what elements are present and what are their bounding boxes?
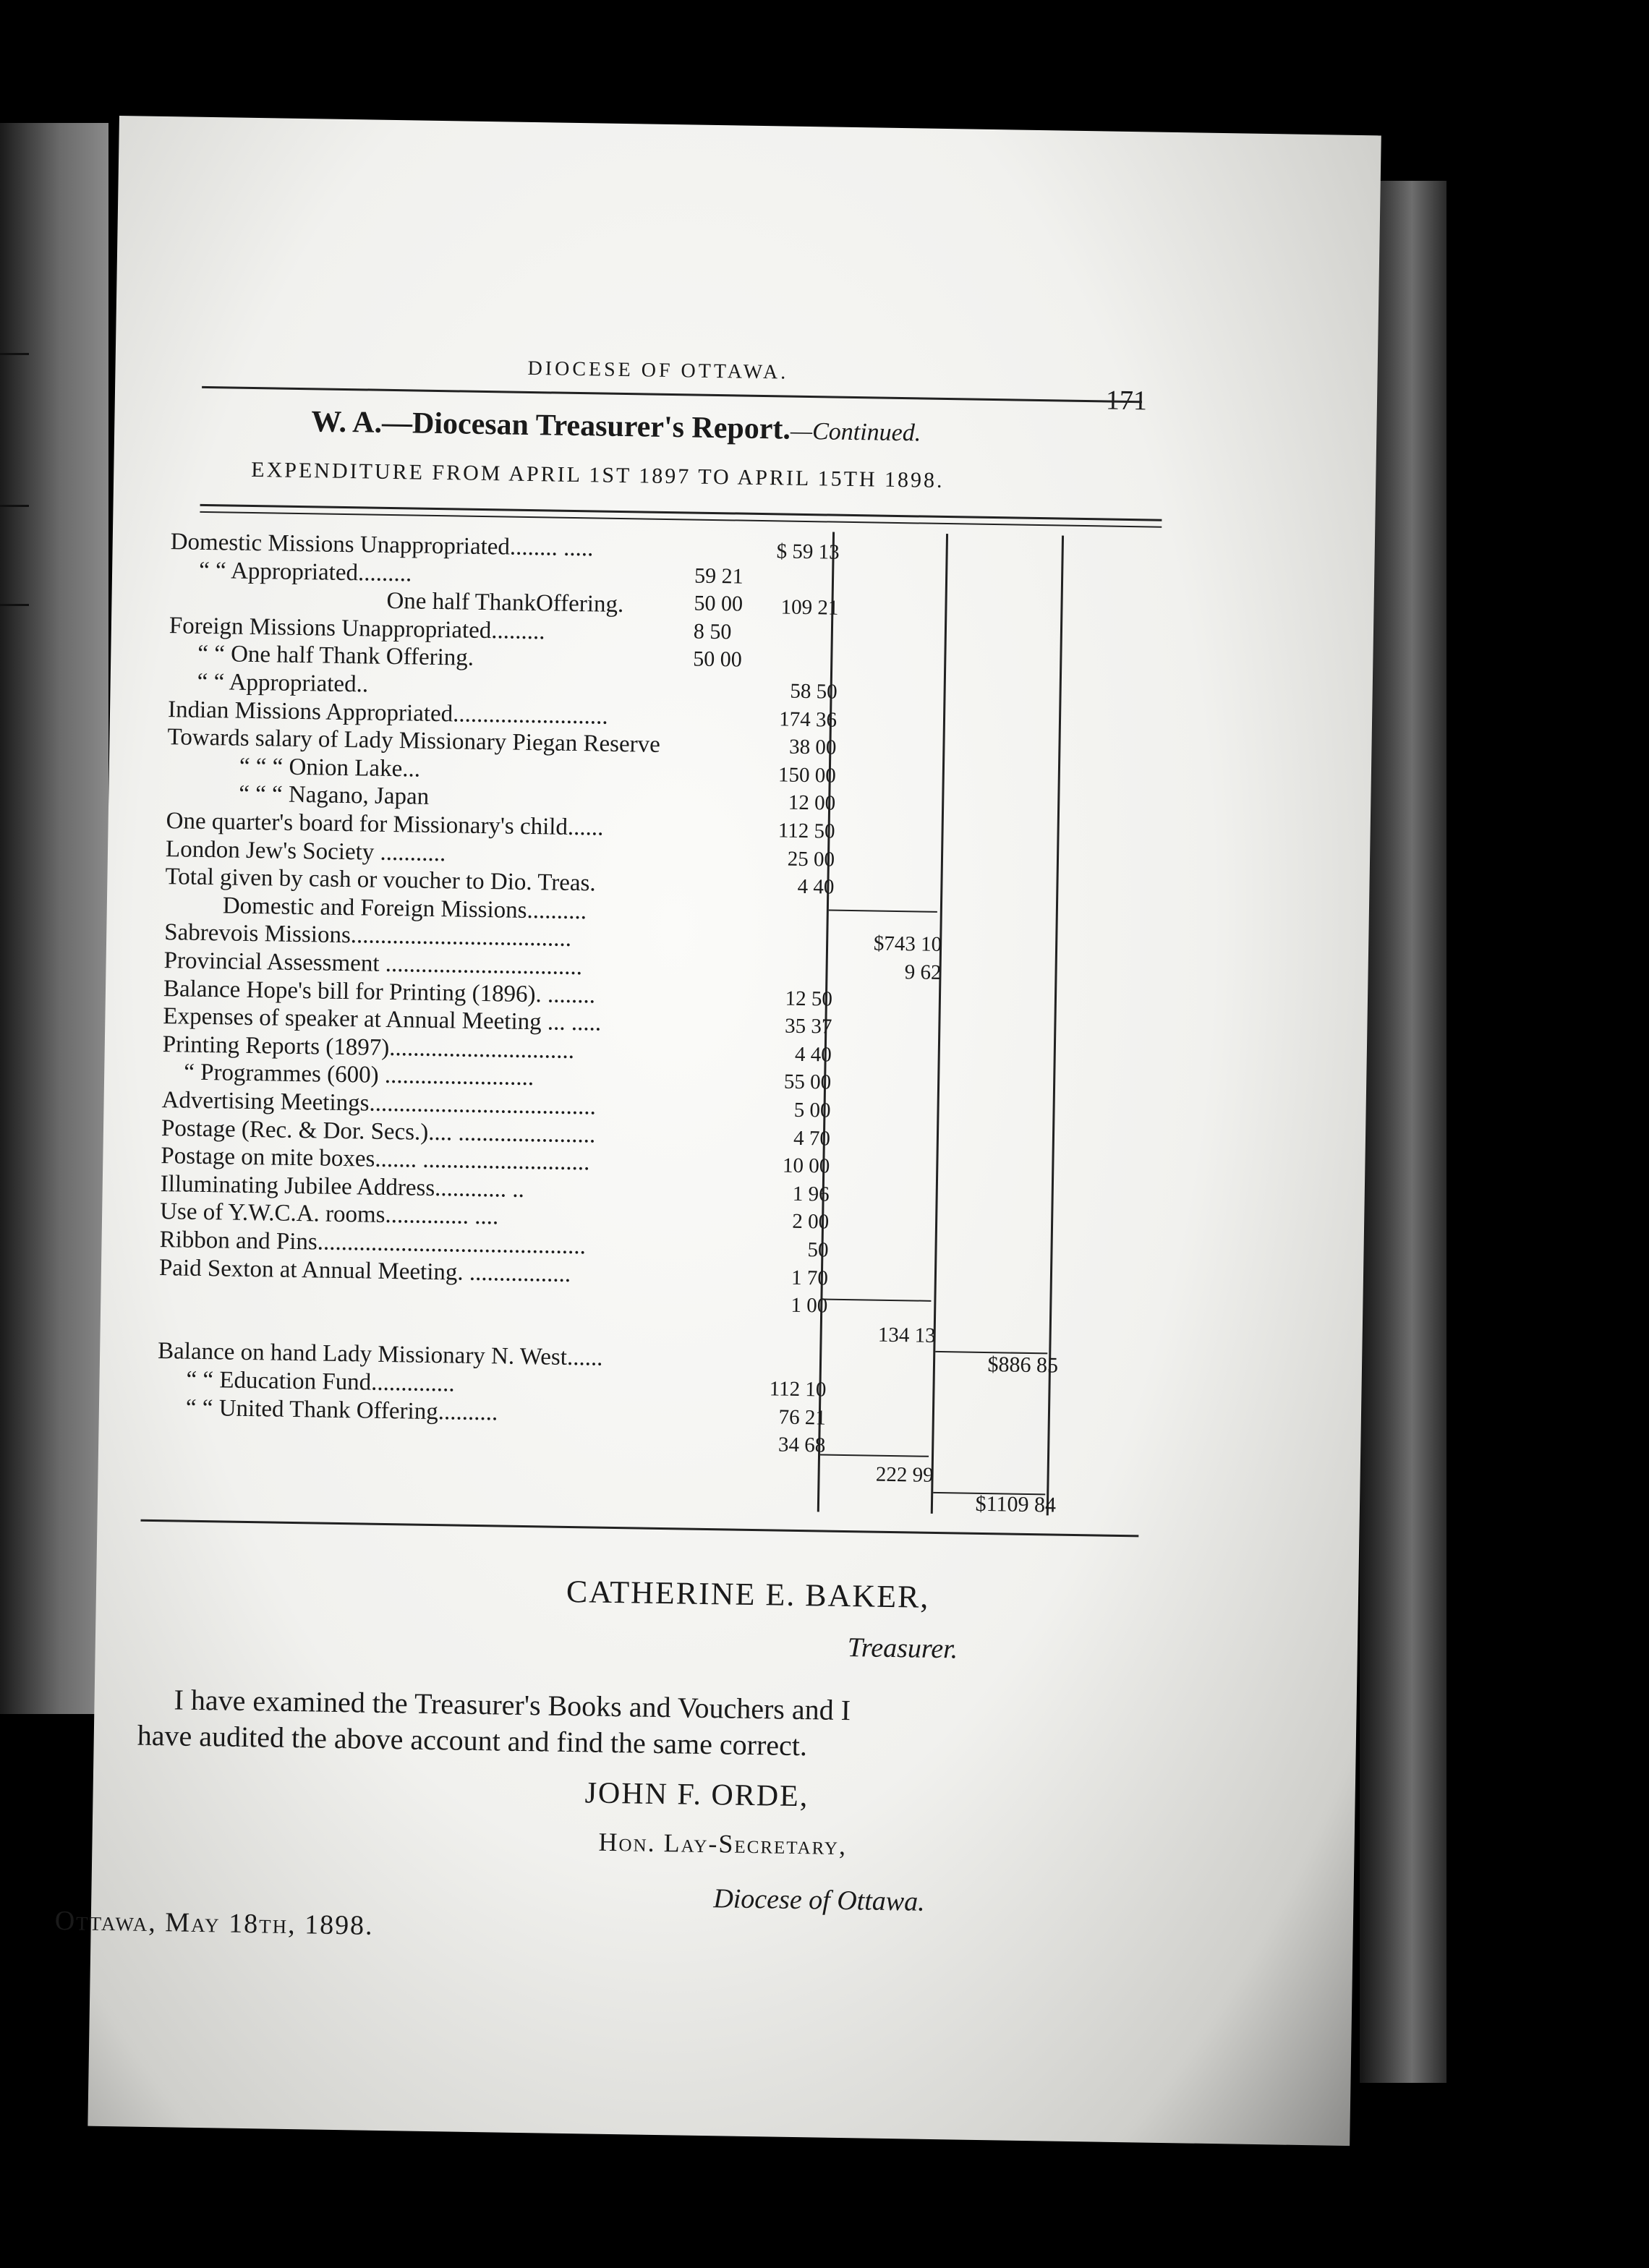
ledger-amount-col1	[743, 930, 833, 932]
audit-statement-line1: I have examined the Treasurer's Books and Vouchers and I	[174, 1683, 851, 1727]
ledger-amount-col3	[958, 878, 1066, 879]
ledger-amount-col2	[852, 681, 946, 682]
ledger-amount-col2	[851, 764, 945, 766]
ledger-amount-col3	[955, 1045, 1063, 1046]
ledger-amount-col1	[735, 1460, 825, 1462]
ledger-item-description: “ Programmes (600) .........................	[183, 1059, 534, 1091]
ledger-item-description: Indian Missions Appropriated..........................	[167, 696, 608, 730]
ledger-item-description: Provincial Assessment .................................	[163, 947, 583, 981]
auditor-diocese: Diocese of Ottawa.	[713, 1883, 926, 1917]
ledger-amount-col1	[737, 1321, 827, 1322]
ledger-amount-col2	[843, 1239, 937, 1240]
report-title-continued: —Continued.	[790, 417, 921, 447]
ledger-amount-col3	[948, 1436, 1057, 1437]
ledger-amount-col1: 2 00	[792, 1210, 830, 1234]
ledger-amount-col1: $ 59 13	[776, 540, 840, 564]
running-head: DIOCESE OF OTTAWA.	[527, 357, 789, 384]
facing-page-rule	[0, 604, 29, 606]
ledger-amount-col2	[843, 1211, 937, 1212]
ledger-amount-col1: 150 00	[777, 763, 837, 788]
ledger-amount-col1: 1 00	[791, 1293, 828, 1318]
ledger-item-description: “ “ Appropriated.........	[198, 557, 412, 587]
ledger-amount-col2	[850, 792, 944, 793]
ledger-item-description: Sabrevois Missions.....................................	[163, 919, 572, 952]
ledger-item-description: One quarter's board for Missionary's child......	[166, 808, 604, 841]
ledger-amount-col3	[950, 1380, 1058, 1381]
ledger-amount-col1: 38 00	[788, 735, 837, 759]
ledger-amount-col2	[850, 820, 944, 822]
ledger-amount-col3	[958, 794, 1067, 796]
ledger-amount-col3	[960, 655, 1069, 656]
ledger-item-description: Ribbon and Pins.............................................	[159, 1227, 587, 1260]
ledger-amount-col3	[956, 961, 1065, 963]
ledger-amount-col3: $886 85	[987, 1352, 1059, 1378]
ledger-amount-col1: 55 00	[783, 1070, 832, 1095]
ledger-item-description: Domestic Missions Unappropriated........ .....	[170, 529, 594, 562]
ledger-amount-col3	[958, 822, 1067, 823]
ledger-amount-col2	[845, 1099, 939, 1101]
ledger-amount-col2	[841, 1350, 935, 1352]
ledger-amount-col1: 76 21	[778, 1405, 827, 1430]
ledger-amount-col3	[951, 1269, 1060, 1270]
ledger-amount-col3	[948, 1464, 1057, 1465]
facing-page-edge	[0, 123, 108, 1714]
ledger-amount-col1: 1 96	[792, 1182, 830, 1206]
table-bottom-rule	[140, 1519, 1138, 1538]
ledger-amount-col1: 174 36	[779, 707, 838, 732]
ledger-amount-col2	[846, 1044, 940, 1045]
ledger-amount-col1: 12 00	[788, 791, 836, 816]
ledger-inner-amount: 8 50	[693, 619, 732, 644]
treasurer-name: CATHERINE E. BAKER,	[566, 1573, 930, 1615]
ledger-amount-col1	[749, 567, 839, 568]
ledger-amount-col3	[951, 1296, 1060, 1297]
ledger-inner-amount: 59 21	[694, 563, 743, 589]
auditor-title: Hon. Lay-Secretary,	[598, 1827, 848, 1861]
ledger-amount-col3	[953, 1129, 1062, 1130]
ledger-item-description: “ “ Appropriated..	[197, 668, 369, 698]
ledger-amount-col1	[748, 623, 838, 625]
ledger-amount-col2	[839, 1490, 933, 1491]
audit-statement-line2: have audited the above account and find the same correct.	[137, 1718, 808, 1762]
header-rule	[202, 386, 1142, 403]
ledger-amount-col2	[853, 569, 947, 571]
ledger-amount-col1: 58 50	[790, 679, 838, 704]
ledger-amount-col1: 109 21	[780, 595, 839, 620]
ledger-amount-col3	[962, 599, 1070, 600]
treasurer-title: Treasurer.	[847, 1632, 958, 1665]
ledger-amount-col1: 34 68	[777, 1433, 826, 1457]
ledger-amount-col3	[963, 542, 1071, 544]
place-and-date: Ottawa, May 18th, 1898.	[54, 1905, 374, 1941]
ledger-amount-col2	[847, 1015, 941, 1017]
ledger-item-description: Advertising Meetings......................................	[161, 1087, 597, 1120]
ledger-amount-col1: 4 40	[797, 875, 835, 899]
ledger-amount-col2	[845, 1071, 939, 1073]
ledger-item-description: “ “ Education Fund..............	[186, 1366, 455, 1397]
ledger-amount-col2	[848, 904, 942, 905]
ledger-amount-col3	[954, 1101, 1062, 1102]
ledger-amount-col2	[845, 1155, 939, 1156]
ledger-amount-col1: 35 37	[784, 1014, 832, 1039]
ledger-item-description: Total given by cash or voucher to Dio. Treas.	[165, 864, 596, 897]
ledger-item-description: Postage on mite boxes....... ............................	[161, 1143, 590, 1176]
ledger-amount-col3	[955, 989, 1064, 991]
ledger-item-description: Foreign Missions Unappropriated.........	[169, 612, 545, 645]
ledger-amount-col2	[852, 652, 946, 654]
ledger-amount-col1: 112 50	[777, 819, 835, 843]
ledger-amount-col2	[849, 876, 943, 877]
ledger-amount-col2	[851, 736, 945, 738]
ledger-item-description: Balance Hope's bill for Printing (1896). ........	[163, 975, 596, 1009]
ledger-amount-col1: 4 70	[793, 1126, 831, 1151]
ledger-amount-col3	[949, 1408, 1057, 1410]
ledger-amount-col2	[841, 1378, 935, 1380]
ledger-amount-col3	[957, 905, 1065, 907]
ledger-amount-col3	[961, 626, 1070, 628]
ledger-amount-col3	[954, 1073, 1062, 1075]
ledger-amount-col3	[955, 1017, 1064, 1018]
ledger-amount-col3	[958, 850, 1066, 851]
report-title-main: W. A.—Diocesan Treasurer's Report.	[311, 405, 791, 446]
ledger-amount-col2	[843, 1295, 937, 1296]
ledger-amount-col3	[953, 1185, 1061, 1186]
ledger-item-description: “ “ “ Nagano, Japan	[239, 781, 430, 811]
ledger-item-description: Paid Sexton at Annual Meeting. .................	[158, 1254, 571, 1287]
ledger-item-description: One half ThankOffering.	[386, 588, 624, 618]
ledger-amount-col3	[960, 682, 1069, 683]
ledger-amount-col3	[956, 934, 1065, 935]
ledger-amount-col2: 9 62	[904, 960, 942, 984]
ledger-amount-col1	[734, 1488, 824, 1490]
ledger-amount-col3: $1109 84	[975, 1492, 1057, 1517]
ledger-amount-col1	[736, 1349, 827, 1350]
ledger-amount-col1: 10 00	[782, 1154, 830, 1178]
ledger-amount-col3	[960, 710, 1068, 712]
ledger-item-description: Printing Reports (1897)...............................	[162, 1031, 575, 1064]
ledger-amount-col3	[952, 1213, 1060, 1214]
book-page	[54, 116, 1381, 2146]
ledger-amount-col2	[853, 597, 947, 598]
ledger-item-description: “ “ United Thank Offering..........	[185, 1394, 498, 1426]
ledger-amount-col2	[845, 1127, 939, 1129]
report-title	[311, 404, 921, 448]
ledger-amount-col1: 1 70	[791, 1266, 829, 1290]
ledger-amount-col3	[960, 738, 1068, 740]
expenditure-ledger	[157, 529, 1140, 1517]
ledger-inner-amount: 50 00	[693, 647, 743, 673]
ledger-amount-col3	[953, 1156, 1062, 1158]
ledger-amount-col2	[849, 848, 943, 850]
ledger-item-description: Balance on hand Lady Missionary N. West......	[157, 1338, 603, 1372]
ledger-inner-amount: 50 00	[694, 591, 743, 616]
ledger-amount-col2: $743 10	[873, 932, 942, 957]
ledger-amount-col2	[851, 709, 945, 710]
auditor-name: JOHN F. ORDE,	[584, 1776, 809, 1814]
ledger-item-description: Towards salary of Lady Missionary Piegan Reserve	[167, 724, 661, 759]
facing-page-rule	[0, 353, 29, 355]
ledger-amount-col2	[854, 541, 948, 542]
ledger-item-description: Expenses of speaker at Annual Meeting ... .....	[163, 1003, 602, 1036]
ledger-amount-col1	[743, 958, 833, 960]
ledger-item-description: “ “ One half Thank Offering.	[197, 641, 474, 672]
ledger-item-description: Domestic and Foreign Missions..........	[222, 892, 587, 925]
ledger-amount-col3	[962, 571, 1070, 572]
ledger-amount-col1: 12 50	[785, 986, 833, 1011]
ledger-amount-col1: 50	[807, 1238, 829, 1262]
page-number: 171	[1105, 385, 1148, 417]
ledger-amount-col1: 25 00	[787, 847, 835, 871]
ledger-amount-col1: 4 40	[794, 1042, 832, 1067]
ledger-amount-col2: 222 99	[875, 1462, 934, 1487]
ledger-item-description: Postage (Rec. & Dor. Secs.).... .......................	[161, 1114, 596, 1148]
ledger-amount-col2	[840, 1434, 934, 1436]
ledger-amount-col2	[844, 1183, 938, 1185]
ledger-amount-col3	[950, 1324, 1059, 1326]
report-subtitle: EXPENDITURE FROM APRIL 1ST 1897 TO APRIL 15TH 1898.	[251, 457, 945, 493]
ledger-amount-col2	[840, 1406, 934, 1407]
ledger-amount-col3	[959, 766, 1068, 767]
facing-page-rule	[0, 505, 29, 507]
ledger-amount-col2: 134 13	[877, 1323, 936, 1347]
ledger-amount-col1	[743, 902, 834, 903]
ledger-amount-col3	[952, 1240, 1060, 1242]
ledger-rows	[157, 529, 1140, 1517]
ledger-amount-col2	[847, 988, 941, 989]
ledger-item-description: Illuminating Jubilee Address............ ..	[160, 1170, 525, 1203]
ledger-amount-col2	[843, 1266, 937, 1268]
ledger-amount-col1: 5 00	[793, 1098, 831, 1122]
ledger-item-description: London Jew's Society ...........	[165, 835, 446, 866]
ledger-item-description: “ “ “ Onion Lake...	[239, 753, 421, 783]
ledger-amount-col2	[853, 625, 947, 626]
ledger-amount-col1: 112 10	[769, 1377, 827, 1402]
ledger-amount-col1	[747, 651, 838, 652]
ledger-item-description: Use of Y.W.C.A. rooms.............. ....	[159, 1198, 499, 1230]
